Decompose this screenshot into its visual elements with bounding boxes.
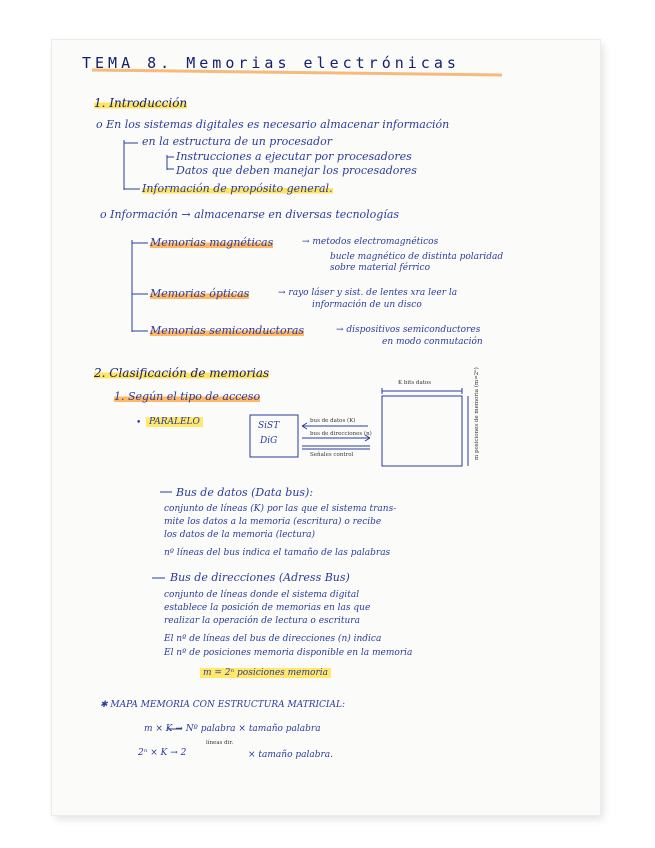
sist-label: SiST xyxy=(258,421,280,431)
bullet-icon: • xyxy=(136,418,142,428)
paralelo-label: PARALELO xyxy=(146,417,203,427)
bus-dir-l5: El nº de posiciones memoria disponible en la memoria xyxy=(164,648,413,658)
opticas-desc1: → rayo láser y sist. de lentes xra leer la xyxy=(278,288,458,298)
control-label: Señales control xyxy=(310,452,354,458)
opticas-label: Memorias ópticas xyxy=(150,287,250,300)
bus-datos-l1: conjunto de líneas (K) por las que el sistema trans- xyxy=(164,504,397,514)
bus-datos-diagram-label: bus de datos (K) xyxy=(310,418,356,424)
formula-highlight: m = 2ⁿ posiciones memoria xyxy=(200,668,331,678)
bus-datos-l2: mite los datos a la memoria (escritura) o recibe xyxy=(164,517,382,527)
opticas-desc2: información de un disco xyxy=(312,300,422,310)
magneticas-desc1: → metodos electromagnéticos xyxy=(302,237,439,247)
bus-dir-title: Bus de direcciones (Adress Bus) xyxy=(170,571,350,584)
bus-datos-l3: los datos de la memoria (lectura) xyxy=(164,530,316,540)
semi-desc2: en modo conmutación xyxy=(382,337,483,347)
bus-dir-l4: El nº de líneas del bus de direcciones (n) indica xyxy=(164,634,382,644)
magneticas-label: Memorias magnéticas xyxy=(150,236,274,249)
semi-label: Memorias semiconductoras xyxy=(150,324,305,337)
general-line: Información de propósito general. xyxy=(142,182,333,195)
mapa-l2-a: 2ⁿ × K → 2 xyxy=(138,748,187,758)
positions-label: m posiciones de memoria (m=2ⁿ) xyxy=(474,367,480,460)
bus-dir-l1: conjunto de líneas donde el sistema digital xyxy=(164,590,360,600)
datos-line: Datos que deben manejar los procesadores xyxy=(176,164,417,177)
bus-dir-l3: realizar la operación de lectura o escritura xyxy=(164,616,360,626)
bus-dir-l2: establece la posición de memorias en las que xyxy=(164,603,371,613)
bus-datos-l4: nº líneas del bus indica el tamaño de las palabras xyxy=(164,548,391,558)
k-bits-label: K bits datos xyxy=(398,380,432,386)
semi-desc1: → dispositivos semiconductores xyxy=(336,325,481,335)
magneticas-desc2: bucle magnético de distinta polaridad xyxy=(330,252,504,262)
mapa-l2-b: × tamaño palabra. xyxy=(248,750,334,760)
structure-line: en la estructura de un procesador xyxy=(142,135,332,148)
intro-line: o En los sistemas digitales es necesario almacenar información xyxy=(96,118,450,131)
mapa-title: ✱ MAPA MEMORIA CON ESTRUCTURA MATRICIAL: xyxy=(100,700,345,710)
info-line: o Información → almacenarse en diversas tecnologías xyxy=(100,208,400,221)
section2-heading: 2. Clasificación de memorias xyxy=(94,366,270,380)
mapa-l1: m × K → Nº palabra × tamaño palabra xyxy=(144,724,321,734)
section1-heading: 1. Introducción xyxy=(94,96,188,110)
mapa-l2-sup: líneas dir. xyxy=(206,740,234,746)
bus-datos-title: Bus de datos (Data bus): xyxy=(176,486,314,499)
sub1-heading: 1. Según el tipo de acceso xyxy=(114,390,261,403)
page-title: TEMA 8. Memorias electrónicas xyxy=(82,54,460,72)
notebook-page xyxy=(52,40,600,815)
bus-dir-diagram-label: bus de direcciones (n) xyxy=(310,431,372,437)
instr-line: Instrucciones a ejecutar por procesadores xyxy=(176,150,412,163)
dig-label: DiG xyxy=(260,436,278,446)
magneticas-desc3: sobre material férrico xyxy=(330,263,431,273)
